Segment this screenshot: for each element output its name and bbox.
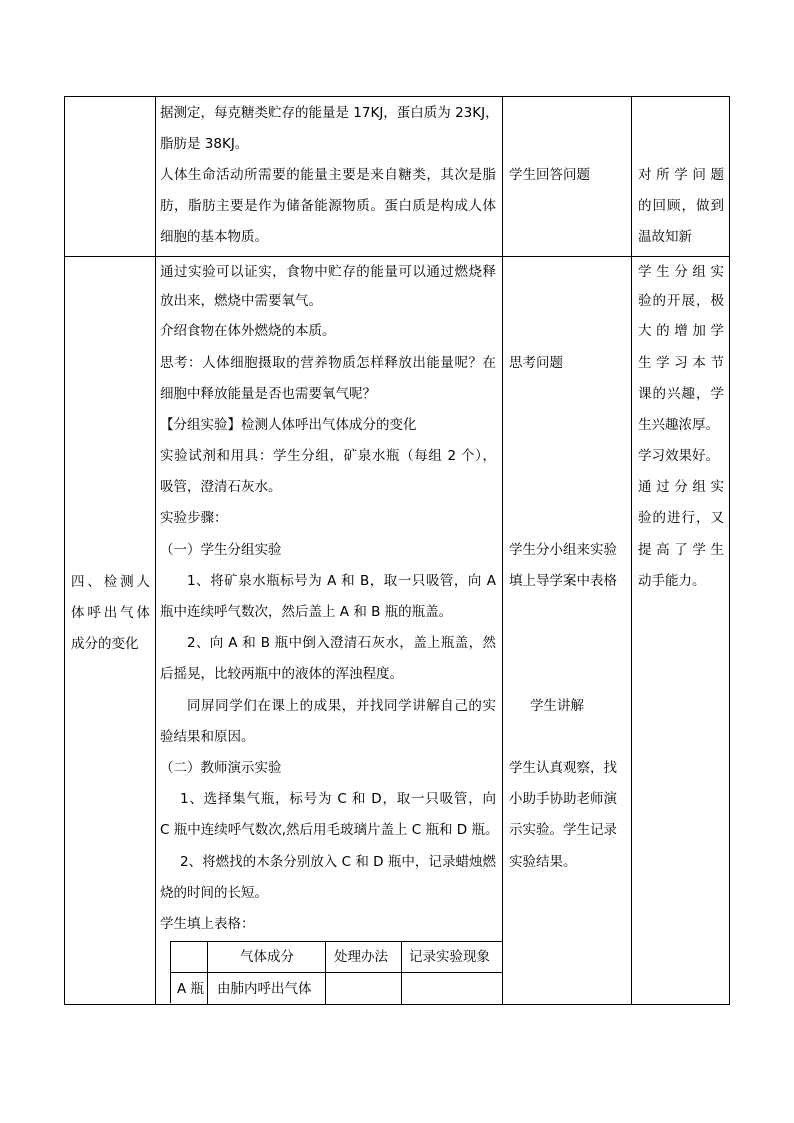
text-line: 温故知新 [638,229,692,245]
column-divider [325,942,326,1004]
text-line: 对所学问题 [638,167,724,183]
text-line: 1、将矿泉水瓶标号为 A 和 B，取一只吸管，向 A [187,573,496,589]
text-line: 2、向 A 和 B 瓶中倒入澄清石灰水，盖上瓶盖，然 [187,635,496,651]
text-line: 脂肪是 38KJ。 [160,136,249,152]
row-divider [171,972,502,973]
text-line: 填上导学案中表格 [509,573,617,589]
text-line: （二）教师演示实验 [160,760,282,776]
text-line: 烧的时间的长短。 [160,885,268,901]
text-line: 人体生命活动所需要的能量主要是来自糖类，其次是脂 [160,167,496,183]
text-line: 四、检测人 [71,574,150,590]
text-line: 生学习本节 [638,355,724,371]
text-line: 动手能力。 [638,573,706,589]
text-line: C 瓶中连续呼气数次,然后用毛玻璃片盖上 C 瓶和 D 瓶。 [160,822,499,838]
header-gas-composition: 气体成分 [240,949,294,965]
text-line: 验的进行，又 [638,510,724,526]
text-line: 思考：人体细胞摄取的营养物质怎样释放出能量呢？在 [160,355,496,371]
text-line: 学生分小组来实验 [509,542,617,558]
text-line: 【分组实验】检测人体呼出气体成分的变化 [160,417,417,433]
text-line: 体呼出气体 [71,605,150,621]
text-line: 放出来，燃烧中需要氧气。 [160,293,322,309]
text-line: 大的增加学 [638,323,724,339]
text-line: 2、将燃找的木条分别放入 C 和 D 瓶中，记录蜡烛燃 [180,854,496,870]
text-line: 课的兴趣，学 [638,386,724,402]
text-line: 小助手协助老师演 [509,791,617,807]
text-line: 实验步骤： [160,510,228,526]
column-divider [207,942,208,1004]
text-line: 成分的变化 [71,636,139,652]
text-line: 验的开展，极 [638,293,724,309]
text-line: 细胞中释放能量是否也需要氧气呢？ [160,386,376,402]
text-line: 实验结果。 [509,854,577,870]
row-divider [64,256,730,257]
column-divider [631,96,632,1005]
header-record-observation: 记录实验现象 [409,949,490,965]
text-line: 肪，脂肪主要是作为储备能源物质。蛋白质是构成人体 [160,198,496,214]
text-line: 据测定，每克糖类贮存的能量是 17KJ，蛋白质为 23KJ， [160,105,499,121]
text-line: 细胞的基本物质。 [160,229,268,245]
text-line: 示实验。学生记录 [509,822,617,838]
text-line: 同屏同学们在课上的成果，并找同学讲解自己的实 [187,698,496,714]
text-line: 瓶中连续呼气数次，然后盖上 A 和 B 瓶的瓶盖。 [160,604,453,620]
text-line: 通过实验可以证实，食物中贮存的能量可以通过燃烧释 [160,264,496,280]
text-line: 吸管，澄清石灰水。 [160,479,282,495]
text-line: 学生认真观察，找 [509,760,617,776]
text-line: 的回顾，做到 [638,198,724,214]
column-divider [502,96,503,1005]
text-line: 生兴趣浓厚。 [638,417,719,433]
text-line: 学生填上表格： [160,916,255,932]
text-line: 介绍食物在体外燃烧的本质。 [160,323,336,339]
text-line: 验结果和原因。 [160,729,255,745]
row1-student-activity: 学生回答问题 [509,167,590,183]
text-line: 1、选择集气瓶，标号为 C 和 D，取一只吸管，向 [180,791,496,807]
experiment-record-table [170,941,502,1003]
text-line: 通过分组实 [638,479,724,495]
text-line: 实验试剂和用具：学生分组，矿泉水瓶（每组 2 个）， [160,448,496,464]
text-line: 学习效果好。 [638,448,719,464]
row2-student-activity-think: 思考问题 [509,355,563,371]
text-line: 提高了学生 [638,542,724,558]
header-treatment-method: 处理办法 [334,949,388,965]
text-line: （一）学生分组实验 [160,542,282,558]
text-line: 后摇晃，比较两瓶中的液体的浑浊程度。 [160,666,403,682]
column-divider [155,96,156,1005]
row2-student-activity-explain: 学生讲解 [530,698,584,714]
text-line: 学生分组实 [638,264,724,280]
cell-gas-source: 由肺内呼出气体 [217,981,312,997]
row-label-bottle-a: A 瓶 [177,981,205,997]
column-divider [401,942,402,1004]
